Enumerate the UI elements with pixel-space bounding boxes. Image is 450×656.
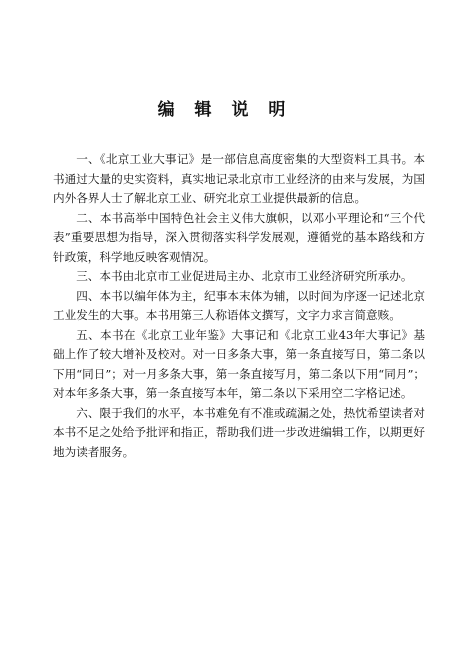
- paragraph-3: 三、本书由北京市工业促进局主办、北京市工业经济研究所承办。: [76, 269, 413, 283]
- paragraph-4: 四、本书以编年体为主，纪事本末体为辅，以时间为序逐一记述北京工业发生的大事。本书用第三人称语体文撰写，文字力求言简意赅。: [53, 288, 425, 322]
- page-title: 编 辑 说 明: [157, 100, 293, 120]
- paragraph-5: 五、本书在《北京工业年鉴》大事记和《北京工业43年大事记》基础上作了较大增补及校对。对一日多条大事，第一条直接写日，第二条以下用“同日”；对一月多条大事，第一条直接写月，第二条以下用“同月”；对本年多条大事，第一条直接写本年，第二条以下采用空二字格记述。: [53, 327, 425, 400]
- paragraph-1: 一、《北京工业大事记》是一部信息高度密集的大型资料工具书。本书通过大量的史实资料，真实地记录北京市工业经济的由来与发展，为国内外各界人士了解北京工业、研究北京工业提供最新的信息。: [53, 152, 425, 205]
- paragraph-2: 二、本书高举中国特色社会主义伟大旗帜，以邓小平理论和“三个代表”重要思想为指导，深入贯彻落实科学发展观，遵循党的基本路线和方针政策，科学地反映客观情况。: [53, 210, 425, 264]
- body-text: [53, 150, 425, 462]
- paragraph-6: 六、限于我们的水平，本书难免有不准或疏漏之处，热忱希望读者对本书不足之处给予批评和指正，帮助我们进一步改进编辑工作，以期更好地为读者服务。: [53, 405, 425, 459]
